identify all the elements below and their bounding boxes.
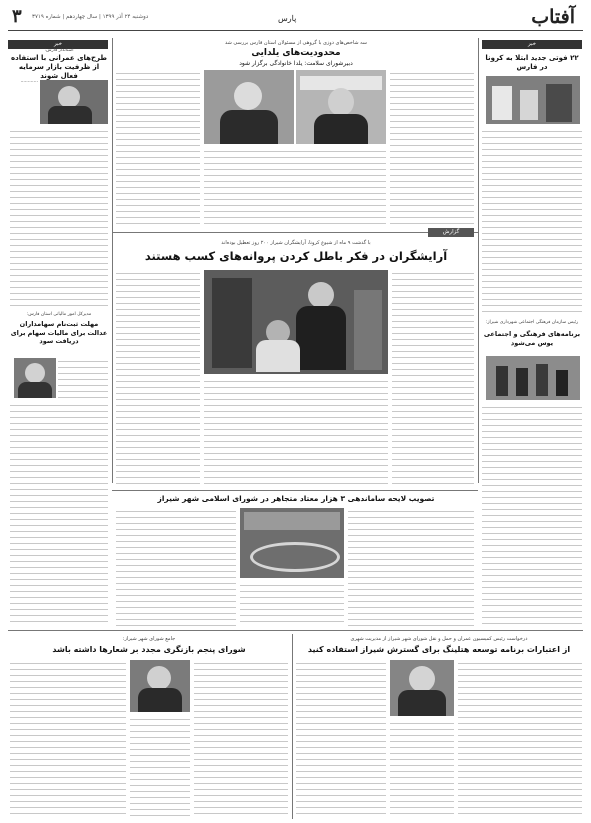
page-number: ۳ <box>12 6 22 27</box>
left-photo-2 <box>14 358 56 398</box>
left-headline-2: مهلت ثبت‌نام سهامداران عدالت برای مالیات سهام برای دریافت سود <box>10 320 108 345</box>
council-meeting-photo <box>240 508 344 578</box>
cultural-photo <box>486 356 580 400</box>
bottom-right-body <box>296 660 386 818</box>
column-divider <box>112 38 113 483</box>
left-body-text: ············ <box>20 80 38 85</box>
main-body-text <box>392 270 474 485</box>
right-body-text <box>482 404 582 628</box>
column-divider <box>478 38 479 483</box>
section-title: پارس <box>278 14 297 23</box>
page-header <box>8 4 583 31</box>
bottom-left-body <box>10 660 126 818</box>
left-body-text <box>58 358 108 398</box>
hospital-photo <box>486 76 580 124</box>
section-divider <box>8 630 583 631</box>
bottom-left-body <box>194 660 288 818</box>
bottom-left-photo <box>130 660 190 712</box>
section-divider <box>112 232 478 233</box>
bottom-right-kicker: درخواست رئیس کمیسیون عمران و حمل و نقل شورای شهر شیراز از مدیریت شهری <box>350 636 528 642</box>
section-divider <box>112 490 478 491</box>
left-body-text <box>10 402 108 627</box>
news-label: خبر <box>482 40 582 49</box>
center-kicker: سه شاخص‌های دوزی با گروهی از مسئولان استان فارس بررسی شد <box>224 40 368 46</box>
official-photo-2 <box>296 70 386 144</box>
barber-photo <box>204 270 388 374</box>
report-tag: گزارش <box>428 228 474 237</box>
column-divider <box>292 634 293 819</box>
bottom-right-body <box>390 720 454 818</box>
official-photo-1 <box>204 70 294 144</box>
left-kicker-1: استاندار فارس: <box>44 48 74 53</box>
bottom-left-headline: شورای پنجم بازنگری مجدد بر شعارها داشته باشد <box>52 645 246 654</box>
issue-info: دوشنبه ۲۴ آذر ۱۳۹۹ | سال چهاردهم | شماره ۳۷۱۹ <box>32 14 149 20</box>
center-headline: محدودیت‌های یلدایی <box>251 48 341 58</box>
news-label: خبر <box>8 40 108 49</box>
left-kicker-2: مدیرکل امور مالیاتی استان فارس: <box>26 312 92 317</box>
main-kicker: با گذشت ۹ ماه از شیوع کرونا، آرایشگران شیراز ۲۰۰ روز تعطیل بوده‌اند <box>221 240 371 246</box>
council-body-text <box>116 508 236 626</box>
left-photo-1 <box>40 80 108 124</box>
bottom-right-headline: از اعتبارات برنامه توسعه هتلینگ برای گسترش شیراز استفاده کنید <box>307 645 571 654</box>
center-body-text <box>390 70 474 228</box>
main-body-text <box>204 378 388 485</box>
main-body-text <box>116 270 200 485</box>
main-headline: آرایشگران در فکر باطل کردن پروانه‌های کسب هستند <box>144 249 448 263</box>
council-headline: تصویب لایحه ساماندهی ۳ هزار معتاد متجاهر در شورای اسلامی شهر شیراز <box>157 494 435 503</box>
bottom-left-body <box>130 716 190 818</box>
left-headline-1: طرح‌های عمرانی با استفاده از ظرفیت بازار سرمایه فعال شوند <box>11 54 107 80</box>
left-body-text <box>10 128 108 306</box>
council-body-text <box>348 508 474 626</box>
bottom-right-photo <box>390 660 454 716</box>
bottom-left-kicker: جامع شورای شهر شیراز: <box>122 636 176 642</box>
center-body-text <box>204 148 386 228</box>
right-kicker-2: رئیس سازمان فرهنگی اجتماعی شهرداری شیراز: <box>485 320 579 325</box>
right-headline-2: برنامه‌های فرهنگی و اجتماعی یوس می‌شود <box>483 330 581 347</box>
bottom-right-body <box>458 660 582 818</box>
right-headline-1: ۲۲ فوتی جدید ابتلا به کرونا در فارس <box>485 54 579 71</box>
masthead-logo: آفتاب <box>531 6 575 28</box>
council-body-text <box>240 582 344 626</box>
center-body-text <box>116 70 200 228</box>
center-subheadline: دبیرشورای سلامت: یلدا خانوادگی برگزار شود <box>239 60 353 67</box>
right-body-text <box>482 128 582 316</box>
